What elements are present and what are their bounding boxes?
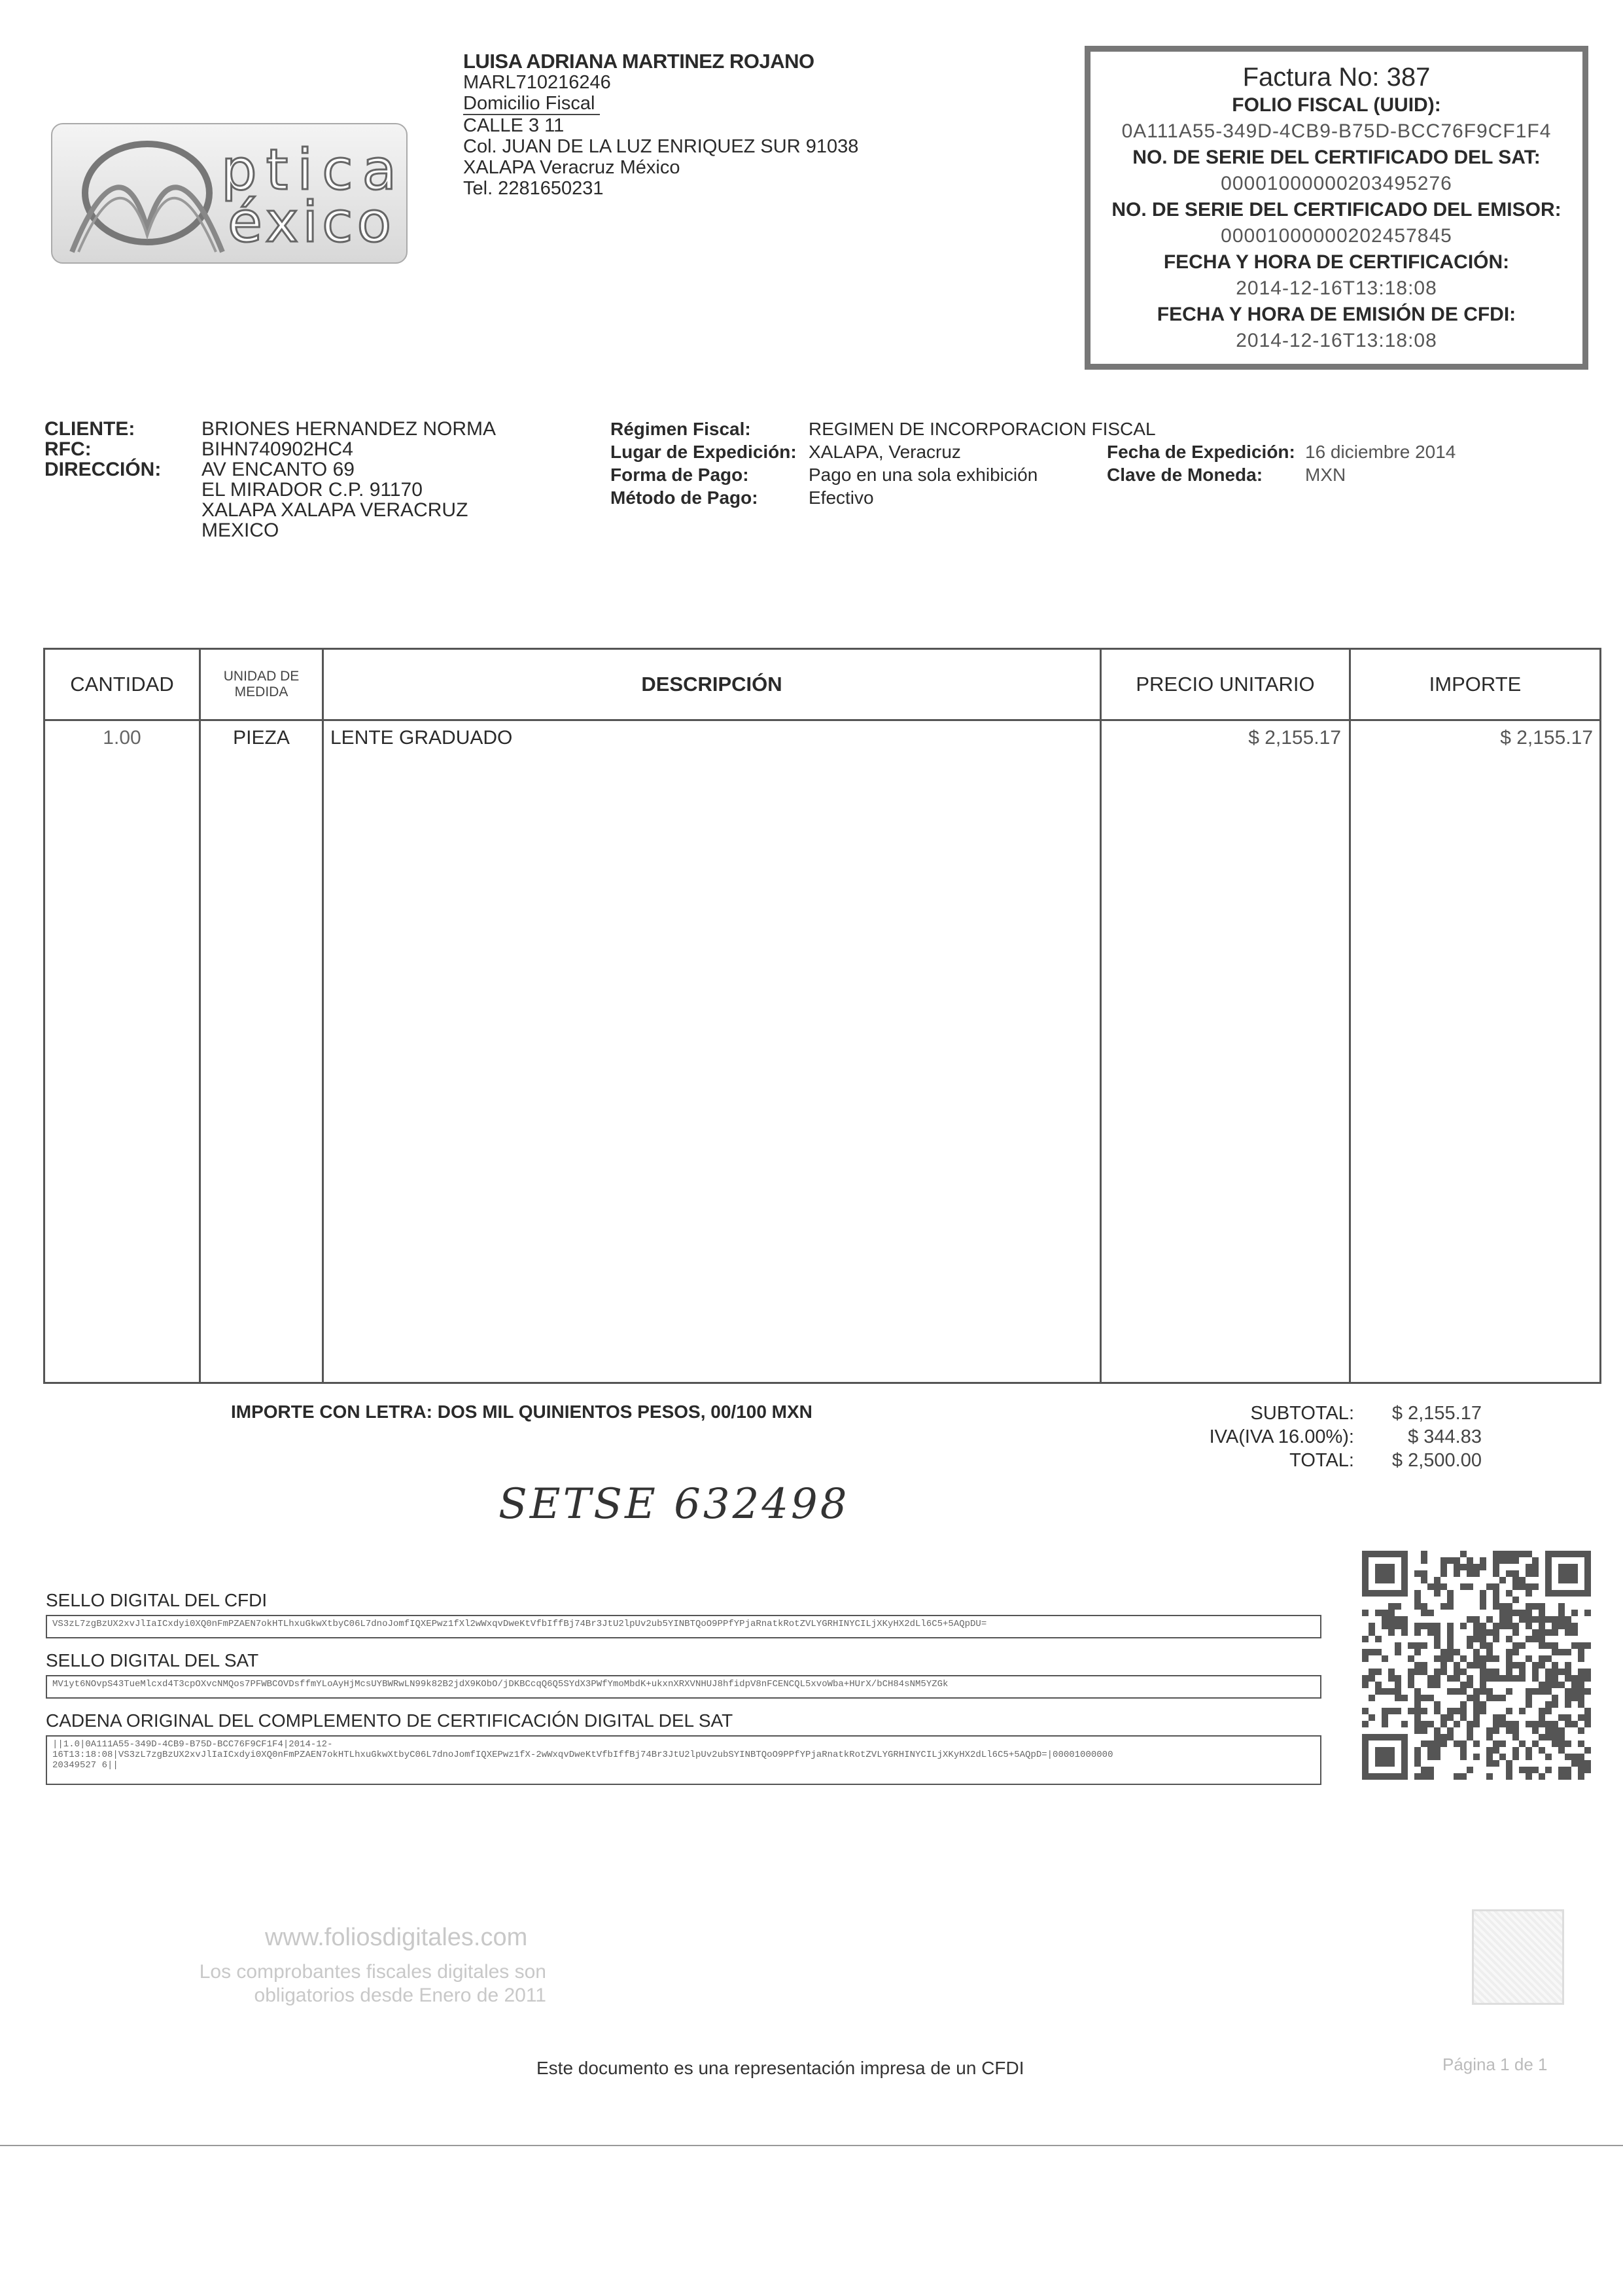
total-value: $ 2,500.00 (1391, 1450, 1482, 1471)
cadena-original-label: CADENA ORIGINAL DEL COMPLEMENTO DE CERTIFICACIÓN DIGITAL DEL SAT (46, 1710, 733, 1731)
emitter-city: XALAPA Veracruz México (463, 157, 680, 178)
regimen-value: REGIMEN DE INCORPORACION FISCAL (809, 419, 1156, 439)
certificacion-label: FECHA Y HORA DE CERTIFICACIÓN: (1163, 251, 1510, 273)
page-number: Página 1 de 1 (1442, 2055, 1548, 2074)
domicilio-fiscal-label: Domicilio Fiscal (463, 93, 600, 115)
footer-tagline-line2: obligatorios desde Enero de 2011 (254, 1985, 546, 2006)
emitter-phone: Tel. 2281650231 (463, 178, 604, 199)
client-address-line: MEXICO (201, 520, 279, 541)
total-label: TOTAL: (1289, 1450, 1354, 1471)
header-descripcion: DESCRIPCIÓN (641, 673, 782, 696)
cadena-line: 20349527 6|| (52, 1760, 118, 1771)
fecha-moneda-labels (1107, 440, 1295, 486)
cliente-label: CLIENTE: (44, 418, 135, 440)
sello-cfdi-box (46, 1615, 1321, 1638)
footer-website: www.foliosdigitales.com (265, 1924, 528, 1951)
logo-text-line1: ptica (221, 137, 406, 203)
lugar-value: XALAPA, Veracruz (809, 442, 961, 462)
client-name: BRIONES HERNANDEZ NORMA (201, 418, 497, 440)
sello-sat-box (46, 1675, 1321, 1699)
column-divider (199, 650, 201, 1382)
row-importe: $ 2,155.17 (1500, 727, 1593, 749)
qr-code-icon (1362, 1551, 1591, 1780)
fecha-expedicion-value: 16 diciembre 2014 (1305, 442, 1456, 462)
client-address-line: AV ENCANTO 69 (201, 459, 355, 480)
emitter-block (463, 51, 858, 199)
emitter-rfc: MARL710216246 (463, 72, 611, 93)
folio-fiscal-value: 0A111A55-349D-4CB9-B75D-BCC76F9CF1F4 (1121, 120, 1552, 142)
metodo-pago-value: Efectivo (809, 487, 874, 508)
regimen-label: Régimen Fiscal: (610, 419, 751, 439)
scan-edge-divider (0, 2145, 1623, 2146)
subtotal-row (1210, 1402, 1482, 1425)
certificacion-value: 2014-12-16T13:18:08 (1236, 277, 1437, 299)
fecha-moneda-values (1305, 440, 1456, 486)
emitter-street: CALLE 3 11 (463, 115, 565, 136)
serie-sat-value: 00001000000203495276 (1221, 173, 1452, 194)
emision-label: FECHA Y HORA DE EMISIÓN DE CFDI: (1157, 304, 1516, 325)
importe-letra (231, 1402, 812, 1422)
factura-box (1085, 46, 1588, 370)
rfc-label: RFC: (44, 438, 92, 460)
sello-cfdi-label: SELLO DIGITAL DEL CFDI (46, 1590, 268, 1610)
header-unidad (201, 650, 322, 719)
importe-letra-label: IMPORTE CON LETRA: (231, 1402, 432, 1422)
emision-value: 2014-12-16T13:18:08 (1236, 330, 1437, 351)
factura-number: Factura No: 387 (1242, 63, 1431, 92)
direccion-label: DIRECCIÓN: (44, 459, 162, 480)
cadena-line: ||1.0|0A111A55-349D-4CB9-B75D-BCC76F9CF1F4|2014-12- (52, 1739, 333, 1750)
items-table (43, 648, 1601, 1384)
subtotal-value: $ 2,155.17 (1391, 1403, 1482, 1424)
sello-cfdi-value: VS3zL7zgBzUX2xvJlIaICxdyi0XQ0nFmPZAEN7okHTLhxuGkwXtbyC06L7dnoJomfIQXEPwz1fXl2wWxqvDweKtVfbIffBj74Br3JtU2lpUv2ub5YINBTQoO9PPfYPjaRnatkRotZVLYGRHINYCILjXKyHX2dLl6C5+5AQpDU= (52, 1619, 987, 1629)
cadena-original-box (46, 1735, 1321, 1785)
sello-sat-label: SELLO DIGITAL DEL SAT (46, 1650, 259, 1670)
client-values (201, 419, 496, 540)
cadena-line: 16T13:18:08|VS3zL7zgBzUX2xvJlIaICxdyi0XQ0nFmPZAEN7okHTLhxuGkwXtbyC06L7dnoJomfIQXEPwz1fX-2wWxqvDweKtVfbIffBj74Br3JtU2lpUv2ubSYINBTQoO9PPfYPjaRnatkRotZVLYGRHINYCILjXKyHX2dLl6C5+5AQpD=|00001000000 (52, 1750, 1113, 1760)
header-precio-unitario: PRECIO UNITARIO (1136, 673, 1315, 696)
row-precio: $ 2,155.17 (1248, 727, 1341, 749)
column-divider (1349, 650, 1351, 1382)
handwritten-note: SETSE 632498 (498, 1480, 850, 1528)
moneda-value: MXN (1305, 465, 1346, 485)
emitter-colonia: Col. JUAN DE LA LUZ ENRIQUEZ SUR 91038 (463, 136, 859, 157)
subtotal-label: SUBTOTAL: (1250, 1403, 1354, 1424)
header-unidad-line2: MEDIDA (234, 684, 288, 699)
column-divider (1100, 650, 1102, 1382)
serie-emisor-value: 00001000000202457845 (1221, 225, 1452, 247)
client-address-line: EL MIRADOR C.P. 91170 (201, 479, 423, 501)
metodo-pago-label: Método de Pago: (610, 487, 758, 508)
header-importe: IMPORTE (1429, 673, 1522, 696)
moneda-label: Clave de Moneda: (1107, 465, 1263, 485)
sello-sat-value: MV1yt6NOvpS43TueMlcxd4T3cpOXvcNMQos7PFWBCOVDsffmYLoAyHjMcsUYBWRwLN99k82B2jdX9KObO/jDKBCcqQ6Q5SYdX3PWfYmoMbdK+ukxnXRXVNHUJ8hfidpV8nFCENCQL5xvoWba+HUrX/bCH84sNM5YZGk (52, 1679, 949, 1689)
fiscal-values (809, 417, 1156, 509)
logo-emblem-icon (59, 131, 229, 255)
folio-fiscal-label: FOLIO FISCAL (UUID): (1232, 94, 1441, 116)
header-unidad-line1: UNIDAD DE (223, 669, 300, 684)
lugar-label: Lugar de Expedición: (610, 442, 797, 462)
logo-text-line2: éxico (228, 190, 396, 255)
client-labels (44, 419, 161, 480)
forma-pago-value: Pago en una sola exhibición (809, 465, 1038, 485)
client-address-line: XALAPA XALAPA VERACRUZ (201, 499, 468, 521)
iva-value: $ 344.83 (1408, 1426, 1482, 1447)
totals-block (1210, 1402, 1482, 1472)
client-rfc: BIHN740902HC4 (201, 438, 353, 460)
emitter-name: LUISA ADRIANA MARTINEZ ROJANO (463, 50, 814, 73)
importe-letra-value: DOS MIL QUINIENTOS PESOS, 00/100 MXN (437, 1402, 812, 1422)
row-descripcion: LENTE GRADUADO (330, 727, 513, 749)
column-divider (322, 650, 324, 1382)
footer-tagline-line1: Los comprobantes fiscales digitales son (199, 1961, 546, 1983)
serie-emisor-label: NO. DE SERIE DEL CERTIFICADO DEL EMISOR: (1111, 199, 1562, 221)
iva-row (1210, 1425, 1482, 1449)
fecha-expedicion-label: Fecha de Expedición: (1107, 442, 1295, 462)
row-unidad: PIEZA (233, 727, 290, 749)
row-cantidad: 1.00 (103, 727, 141, 749)
forma-pago-label: Forma de Pago: (610, 465, 749, 485)
company-logo (51, 123, 408, 264)
serie-sat-label: NO. DE SERIE DEL CERTIFICADO DEL SAT: (1132, 147, 1541, 168)
header-cantidad: CANTIDAD (70, 673, 174, 696)
footer-tagline (177, 1960, 546, 2007)
fiscal-labels (610, 417, 797, 509)
pac-seal-icon (1472, 1909, 1564, 2005)
total-row (1210, 1449, 1482, 1472)
cfdi-notice: Este documento es una representación impresa de un CFDI (536, 2058, 1024, 2078)
iva-label: IVA(IVA 16.00%): (1209, 1426, 1354, 1447)
